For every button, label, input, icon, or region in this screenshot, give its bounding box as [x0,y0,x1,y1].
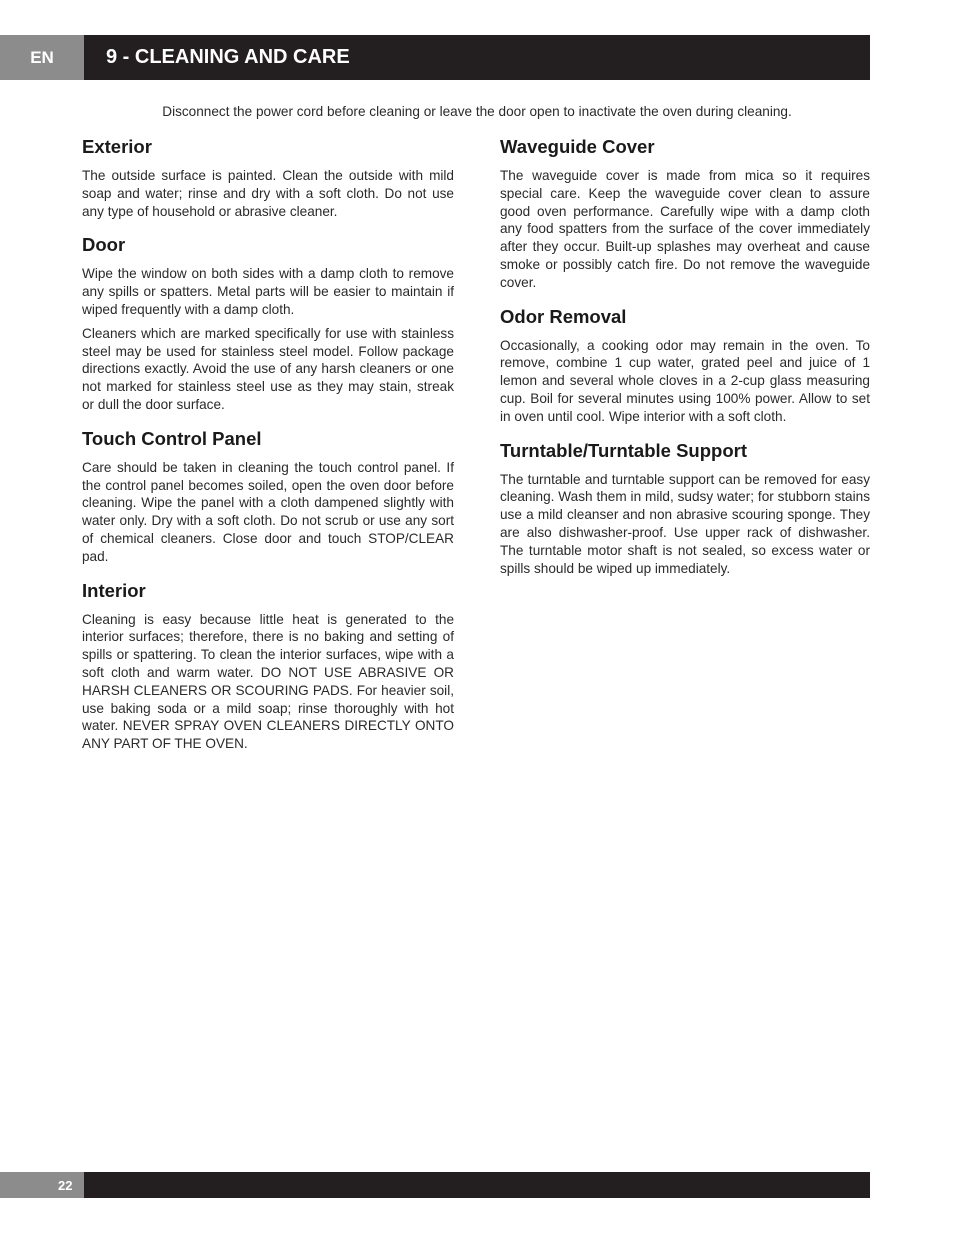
section-heading: Turntable/Turntable Support [500,439,747,461]
left-column [82,134,454,765]
section-interior [82,578,454,753]
page-number: 22 [0,1172,84,1198]
right-column [500,134,870,589]
section-heading: Waveguide Cover [500,136,655,157]
section-paragraph: The turntable and turntable support can be removed for easy cleaning. Wash them in mild, sudsy water; for stubborn stains use a mild cleanser and non abrasive scouring sponge. They are also dishwasher-proof. Use upper rack of dishwasher. The turntable motor shaft is not sealed, so excess water or spills should be wiped up immediately. [500,471,870,576]
section-heading: Door [82,234,126,256]
language-tag: EN [0,35,84,80]
section-title: 9 - CLEANING AND CARE [84,35,870,80]
section-heading: Interior [82,579,146,601]
section-touch-control-panel [82,426,454,566]
section-heading: Odor Removal [500,305,627,327]
section-paragraph: Cleaners which are marked specifically for use with stainless steel may be used for stainless steel model. Follow package directions exactly. Avoid the use of any harsh cleaners or one not marked for stainless steel use as they may stain, streak or dull the door surface. [82,325,454,412]
section-paragraph: Wipe the window on both sides with a damp cloth to remove any spills or spatters. Metal parts will be easier to maintain if wiped frequently with a damp cloth. [82,266,454,317]
section-door [82,232,454,413]
section-paragraph: The outside surface is painted. Clean the outside with mild soap and water; rinse and dry with a soft cloth. Do not use any type of household or abrasive cleaner. [82,168,454,219]
page-footer [0,1172,870,1198]
section-waveguide-cover [500,134,870,292]
intro-text: Disconnect the power cord before cleaning or leave the door open to inactivate the oven during cleaning. [162,104,792,119]
section-paragraph: Cleaning is easy because little heat is generated to the interior surfaces; therefore, there is no baking and setting of spills or spattering. To clean the interior surfaces, wipe with a soft cloth and warm water. DO NOT USE ABRASIVE OR HARSH CLEANERS OR SCOURING PADS. For heavier soil, use baking soda or a mild soap; rinse thoroughly with hot water. NEVER SPRAY OVEN CLEANERS DIRECTLY ONTO ANY PART OF THE OVEN. [82,611,454,752]
section-paragraph: The waveguide cover is made from mica so it requires special care. Keep the waveguide cover clean to assure good oven performance. Carefully wipe with a damp cloth any food spatters from the surface of the cover immediately after they occur. Built-up splashes may overheat and cause smoke or possibly catch fire. Do not remove the waveguide cover. [500,168,870,290]
section-paragraph: Care should be taken in cleaning the touch control panel. If the control panel becomes soiled, open the oven door before cleaning. Wipe the panel with a cloth dampened slightly with water only. Dry with a soft cloth. Do not scrub or use any sort of chemical cleaners. Close door and touch STOP/CLEAR pad. [82,459,454,564]
section-paragraph: Occasionally, a cooking odor may remain in the oven. To remove, combine 1 cup water, grated peel and juice of 1 lemon and several whole cloves in a 2-cup glass measuring cup. Boil for several minutes using 100% power. Allow to set in oven until cool. Wipe interior with a soft cloth. [500,337,870,424]
page-header [0,35,870,80]
section-exterior [82,134,454,220]
footer-bar [84,1172,870,1198]
section-heading: Touch Control Panel [82,427,262,449]
section-odor-removal [500,304,870,426]
section-turntable [500,438,870,578]
section-heading: Exterior [82,136,152,157]
